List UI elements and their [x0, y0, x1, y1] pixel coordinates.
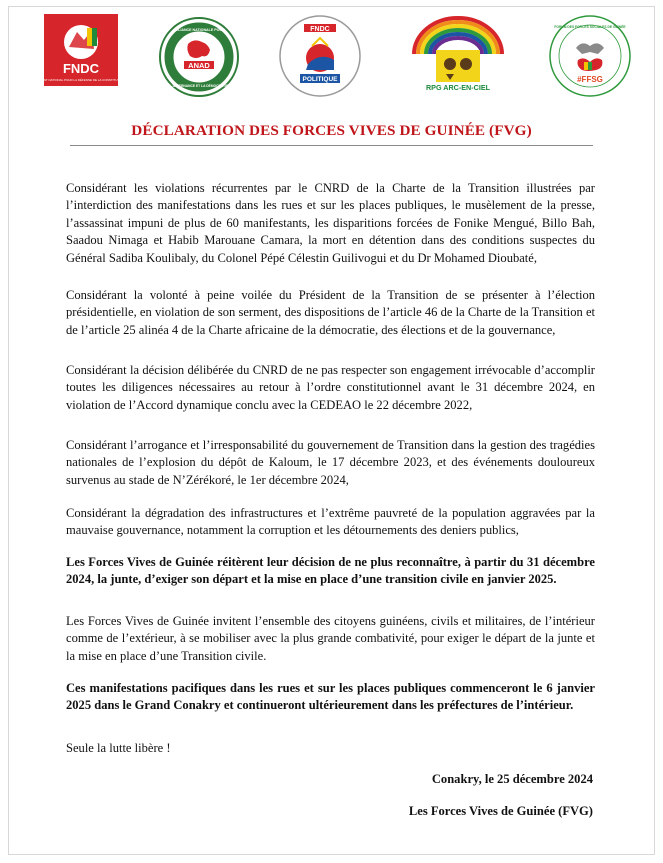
paragraph-violations: Considérant les violations récurrentes par le CNRD de la Charte de la Transition illustrées par l’interdiction des manifestations dans les rues et sur les places publiques, le musèlement de la presse, l’assassinat impuni de plus de 60 manifestants, les disparitions forcées de Fonike Mengué, Billo Bah, Saadou Nimaga et Habib Marouane Camara, la mort en détention dans des conditions suspectes du Général Sadiba Koulibaly, du Colonel Pépé Célestin Guilivogui et du Dr Mohamed Dioubaté,: [66, 181, 595, 265]
paragraph-demonstrations: Ces manifestations pacifiques dans les rues et sur les places publiques commenceront le 6 janvier 2025 dans le Grand Conakry et continueront ultérieurement dans les préfectures de l’intérieur.: [66, 681, 595, 713]
anad-arc-top: ALLIANCE NATIONALE POUR: [173, 28, 225, 32]
document-title: DÉCLARATION DES FORCES VIVES DE GUINÉE (FVG): [131, 122, 532, 139]
ffsg-logo: [548, 14, 632, 98]
paragraph-election-intent: Considérant la volonté à peine voilée du Président de la Transition de se présenter à l’élection présidentielle, en violation de son serment, des dispositions de l’article 46 de la Charte de la Transition et de l’article 25 alinéa 4 de la Charte africaine de la démocratie, des élections et de la gouvernance,: [66, 288, 595, 337]
anad-logo: [158, 14, 240, 100]
paragraph-poverty: Considérant la dégradation des infrastructures et l’extrême pauvreté de la population aggravées par la mauvaise gouvernance, notamment la corruption et les détournements des deniers publics,: [66, 506, 595, 538]
paragraph-call-to-mobilize: Les Forces Vives de Guinée invitent l’ensemble des citoyens guinéens, civils et militaires, de l’intérieur comme de l’extérieur, à se mobiliser avec la plus grande combativité, pour exiger le départ de la junte et la mise en place d’une Transition civile.: [66, 614, 595, 663]
fndc-politique-bottom-label: POLITIQUE: [302, 76, 338, 83]
paragraph-slogan: Seule la lutte libère !: [66, 741, 171, 755]
paragraph-cedeao-agreement: Considérant la décision délibérée du CNRD de ne pas respecter son engagement irrévocable d’accomplir toutes les diligences nécessaires au retour à l’ordre constitutionnel avant le 31 décembre 2024, en violation de l’Accord dynamique conclu avec la CEDEAO le 22 décembre 2022,: [66, 363, 595, 412]
rpg-arc-en-ciel-logo: [408, 14, 508, 98]
title-divider: [70, 145, 593, 146]
place-and-date: Conakry, le 25 décembre 2024: [431, 772, 593, 786]
fndc-subtitle: FRONT NATIONAL POUR LA DÉFENSE DE LA CONSTITUTION: [37, 78, 125, 82]
fndc-label: FNDC: [62, 61, 100, 76]
paragraph-decision: Les Forces Vives de Guinée réitèrent leur décision de ne plus reconnaître, à partir du 31 décembre 2024, la junte, d’exiger son départ et la mise en place d’une transition civile en janvier 2025.: [66, 555, 595, 587]
anad-label: ANAD: [188, 61, 210, 70]
rpg-label: RPG ARC-EN-CIEL: [425, 83, 491, 92]
anad-arc-bottom: L'ALTERNANCE ET LA DÉMOCRATIE: [169, 84, 229, 88]
fndc-logo: [37, 14, 125, 86]
fndc-politique-logo: [278, 14, 362, 98]
fndc-politique-top-label: FNDC: [310, 26, 330, 33]
logo-row: [28, 14, 640, 106]
ffsg-label: #FFSG: [577, 75, 603, 84]
ffsg-arc-text: FORUM DES FORCES SOCIALES DE GUINÉE: [554, 25, 626, 29]
paragraph-national-tragedies: Considérant l’arrogance et l’irresponsabilité du gouvernement de Transition dans la gestion des tragédies nationales de l’explosion du dépôt de Kaloum, le 17 décembre 2023, et des événements douloureux survenus au stade de N’Zérékoré, le 1er décembre 2024,: [66, 438, 595, 487]
signature: Les Forces Vives de Guinée (FVG): [408, 804, 593, 818]
